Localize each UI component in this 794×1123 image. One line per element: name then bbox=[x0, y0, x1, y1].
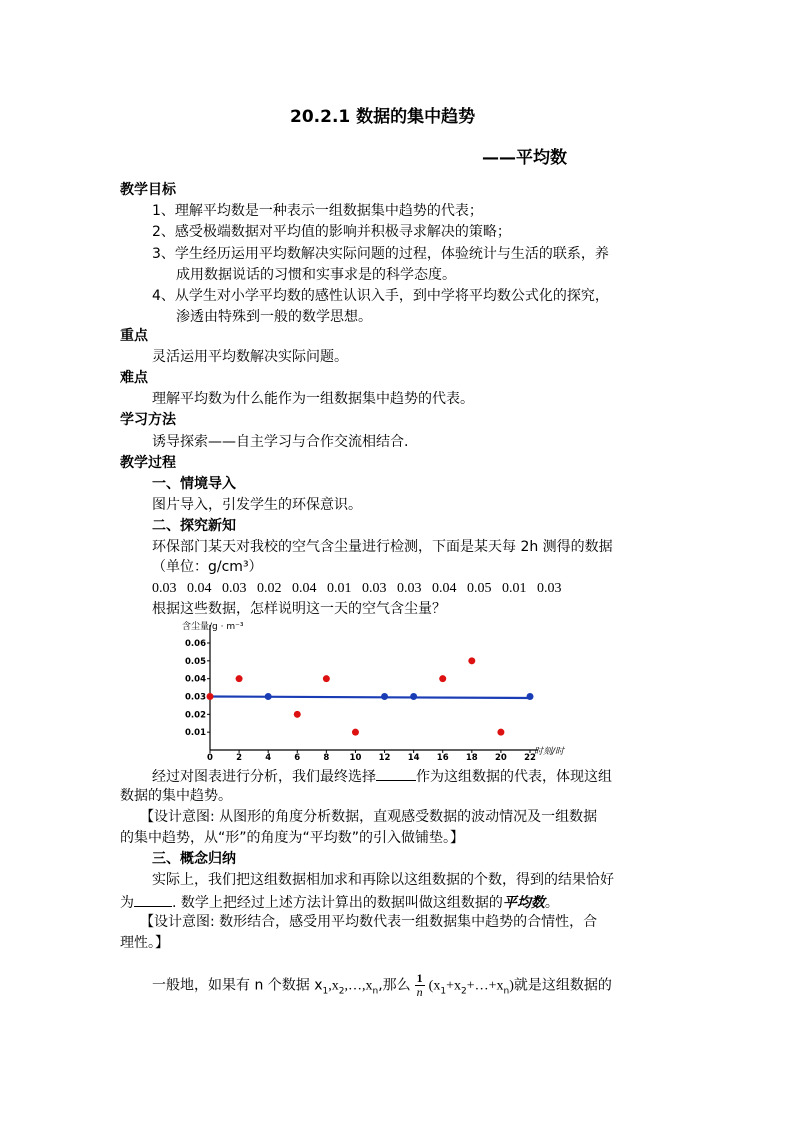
goal-line: 成用数据说话的习惯和实事求是的科学态度。 bbox=[176, 267, 456, 283]
y-tick-label: 0.02 bbox=[185, 710, 206, 721]
goals-heading: 教学目标 bbox=[120, 182, 176, 198]
method-heading: 学习方法 bbox=[120, 412, 176, 428]
goal-line: 2、感受极端数据对平均值的影响并积极寻求解决的策略； bbox=[152, 224, 511, 240]
data-point bbox=[439, 675, 446, 682]
y-tick-label: 0.04 bbox=[185, 674, 206, 685]
question-text: 根据这些数据，怎样说明这一天的空气含尘量？ bbox=[152, 601, 446, 617]
difficulty-heading: 难点 bbox=[120, 370, 148, 386]
page-title: 20.2.1 数据的集中趋势 bbox=[290, 107, 476, 127]
average-line bbox=[210, 697, 530, 699]
y-tick-label: 0.03 bbox=[185, 692, 206, 703]
data-point bbox=[381, 693, 388, 700]
design-note-2-cont: 理性。】 bbox=[120, 935, 169, 951]
design-note-1-cont: 的集中趋势，从“形”的角度为“平均数”的引入做铺垫。】 bbox=[120, 830, 465, 846]
data-point bbox=[294, 711, 301, 718]
process-heading: 教学过程 bbox=[120, 455, 176, 471]
part1-heading: 一、情境导入 bbox=[152, 476, 236, 492]
goal-line: 4、从学生对小学平均数的感性认识入手，到中学将平均数公式化的探究， bbox=[152, 288, 609, 304]
chart-marks bbox=[207, 657, 534, 735]
x-tick-label: 4 bbox=[265, 753, 272, 760]
data-point bbox=[497, 729, 504, 736]
page-subtitle: ——平均数 bbox=[482, 148, 567, 168]
y-axis-label: 含尘量/g · m⁻³ bbox=[182, 622, 244, 632]
part3-line2 bbox=[120, 892, 559, 912]
x-tick-label: 2 bbox=[236, 753, 243, 760]
x-tick-label: 20 bbox=[494, 753, 507, 760]
part3-text: 实际上，我们把这组数据相加求和再除以这组数据的个数，得到的结果恰好 bbox=[152, 872, 614, 888]
goal-line: 渗透由特殊到一般的数学思想。 bbox=[176, 309, 372, 325]
difficulty-text: 理解平均数为什么能作为一组数据集中趋势的代表。 bbox=[152, 391, 474, 407]
part1-text: 图片导入，引发学生的环保意识。 bbox=[152, 497, 362, 513]
part2-text: 环保部门某天对我校的空气含尘量进行检测，下面是某天每 2h 测得的数据 bbox=[152, 539, 613, 555]
x-tick-label: 8 bbox=[323, 753, 330, 760]
method-text: 诱导探索——自主学习与合作交流相结合. bbox=[152, 434, 409, 450]
y-tick-label: 0.05 bbox=[185, 656, 206, 667]
y-tick-label: 0.01 bbox=[185, 728, 206, 739]
x-tick-label: 0 bbox=[207, 753, 213, 760]
part3-text-c: 。 bbox=[544, 895, 559, 911]
x-axis-label: 时刻/时 bbox=[534, 747, 565, 757]
x-tick-label: 6 bbox=[294, 753, 301, 760]
x-tick-label: 16 bbox=[436, 753, 449, 760]
data-point bbox=[323, 675, 330, 682]
analysis-text-c: 数据的集中趋势。 bbox=[120, 788, 232, 804]
formula-fraction: $\frac{1}{n}$ bbox=[416, 971, 423, 999]
chart-axes bbox=[182, 620, 566, 760]
goal-line: 1、理解平均数是一种表示一组数据集中趋势的代表； bbox=[152, 203, 483, 219]
dust-chart bbox=[180, 615, 580, 760]
answer-blank[interactable] bbox=[134, 892, 172, 907]
data-point bbox=[468, 657, 475, 664]
data-point bbox=[207, 693, 214, 700]
y-tick-label: 0.06 bbox=[185, 639, 206, 649]
part3-heading: 三、概念归纳 bbox=[152, 851, 236, 867]
x-tick-label: 10 bbox=[349, 753, 362, 760]
term-average: 平均数 bbox=[502, 895, 545, 911]
formula-line: 一般地，如果有 n 个数据 $x_1,x_2,\dots,x_n$,那么 $\frac{1}{n}$ $(x_1+x_2+\dots+x_n)$就是这组数据的 bbox=[152, 971, 612, 999]
part3-text-a: 为 bbox=[120, 895, 134, 911]
analysis-text-a: 经过对图表进行分析，我们最终选择 bbox=[152, 769, 376, 785]
data-point bbox=[265, 693, 272, 700]
part2-heading: 二、探究新知 bbox=[152, 518, 236, 534]
design-note-2: 【设计意图: 数形结合，感受用平均数代表一组数据集中趋势的合情性，合 bbox=[140, 914, 598, 930]
key-text: 灵活运用平均数解决实际问题。 bbox=[152, 349, 348, 365]
answer-blank[interactable] bbox=[376, 766, 416, 781]
unit-text: （单位：g/cm³） bbox=[152, 559, 263, 575]
data-point bbox=[236, 675, 243, 682]
data-point bbox=[352, 729, 359, 736]
analysis-line bbox=[152, 766, 612, 786]
formula-text-c: 就是这组数据的 bbox=[513, 977, 612, 994]
x-tick-label: 18 bbox=[465, 753, 478, 760]
data-row: 0.03 0.04 0.03 0.02 0.04 0.01 0.03 0.03 0.04 0.05 0.01 0.03 bbox=[152, 581, 562, 596]
x-tick-label: 22 bbox=[524, 753, 536, 760]
data-point bbox=[410, 693, 417, 700]
data-point bbox=[527, 693, 534, 700]
x-tick-label: 14 bbox=[407, 753, 420, 760]
design-note-1: 【设计意图: 从图形的角度分析数据，直观感受数据的波动情况及一组数据 bbox=[140, 809, 598, 825]
x-tick-label: 12 bbox=[378, 753, 391, 760]
key-heading: 重点 bbox=[120, 328, 148, 344]
part3-text-b: . 数学上把经过上述方法计算出的数据叫做这组数据的 bbox=[172, 895, 503, 911]
formula-text-a: 一般地，如果有 n 个数据 x bbox=[152, 977, 323, 994]
analysis-text-b: 作为这组数据的代表，体现这组 bbox=[416, 769, 612, 785]
goal-line: 3、学生经历运用平均数解决实际问题的过程，体验统计与生活的联系，养 bbox=[152, 246, 609, 262]
